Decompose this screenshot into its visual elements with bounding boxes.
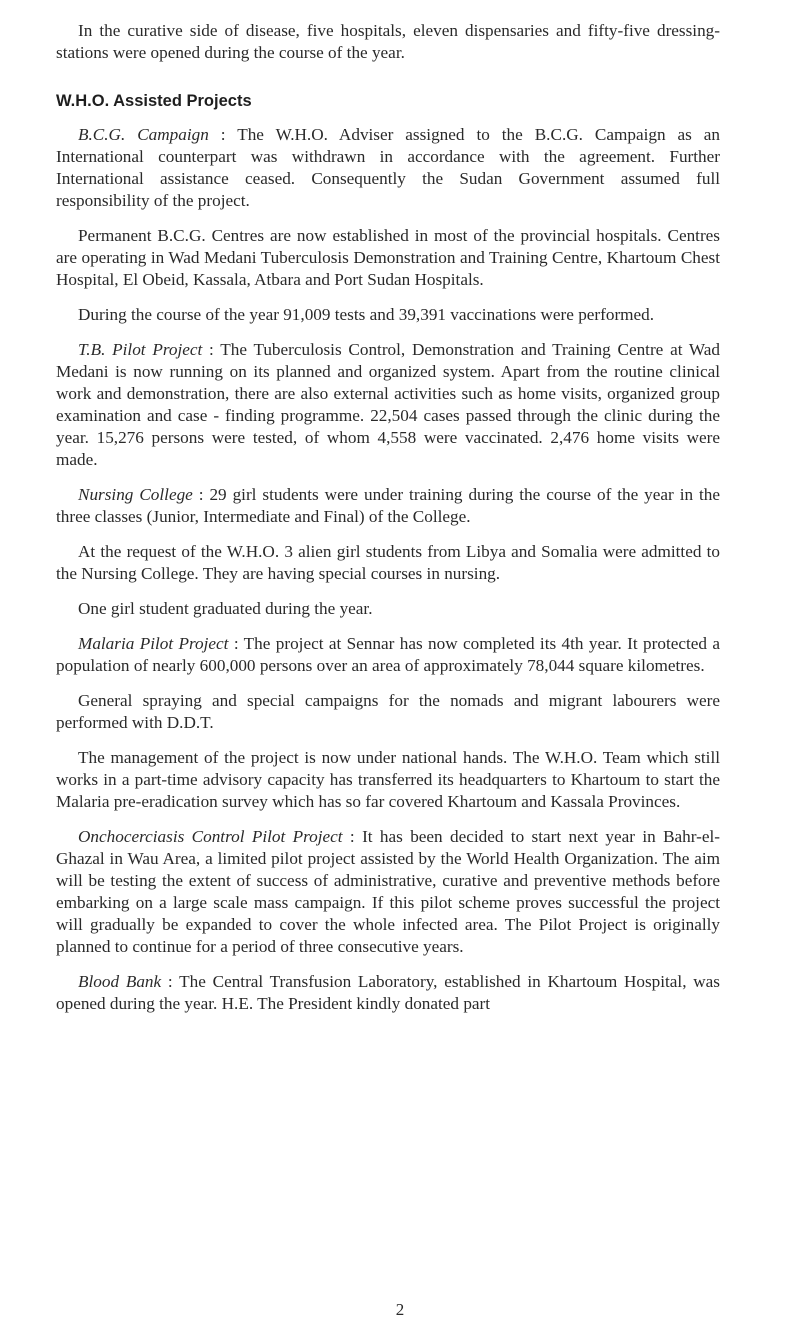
- oncho-text: : It has been decided to start next year in Bahr-el-Ghazal in Wau Area, a limited pilot project assisted by the World Health Organization. The aim will be testing the extent of success of administrative, curative and preventive methods before embarking on a large scale mass campaign. If this pilot scheme proves successful the project will gradually be expanded to cover the whole infected area. The Pilot Project is originally planned to continue for a period of three consecutive years.: [56, 827, 721, 956]
- malaria-spraying-paragraph: General spraying and special campaigns for the nomads and migrant labourers were performed with D.D.T.: [56, 691, 720, 732]
- blood-paragraph: [56, 971, 720, 1015]
- malaria-text: : The project at Sennar has now completed its 4th year. It protected a population of nearly 600,000 persons over an area of approximately 78,044 square kilometres.: [56, 634, 720, 675]
- nursing-text: : 29 girl students were under training during the course of the year in the three classes (Junior, Intermediate and Final) of the College.: [56, 485, 720, 526]
- malaria-paragraph: [56, 633, 720, 677]
- tb-lead: T.B. Pilot Project: [78, 340, 203, 359]
- blood-text: : The Central Transfusion Laboratory, established in Khartoum Hospital, was opened during the year. H.E. The President kindly donated part: [56, 972, 720, 1013]
- tb-paragraph: [56, 339, 720, 471]
- bcg-lead: B.C.G. Campaign: [78, 125, 209, 144]
- nursing-paragraph: [56, 484, 720, 528]
- bcg-tests-paragraph: During the course of the year 91,009 tests and 39,391 vaccinations were performed.: [78, 305, 655, 324]
- bcg-text: : The W.H.O. Adviser assigned to the B.C.G. Campaign as an International counterpart was withdrawn in accordance with the agreement. Further International assistance ceased. Consequently the Sudan Government assumed full responsibility of the project.: [56, 125, 720, 210]
- oncho-lead: Onchocerciasis Control Pilot Project: [78, 827, 343, 846]
- nursing-graduate-paragraph: One girl student graduated during the year.: [78, 599, 373, 618]
- blood-lead: Blood Bank: [78, 972, 162, 991]
- oncho-paragraph: [56, 826, 720, 958]
- section-heading: W.H.O. Assisted Projects: [56, 92, 252, 110]
- page-number: 2: [395, 1300, 405, 1319]
- nursing-lead: Nursing College: [78, 485, 193, 504]
- malaria-management-paragraph: The management of the project is now under national hands. The W.H.O. Team which still works in a part-time advisory capacity has transferred its headquarters to Khartoum to start the Malaria pre-eradication survey which has so far covered Khartoum and Kassala Provinces.: [56, 748, 720, 811]
- bcg-paragraph: [56, 124, 720, 212]
- tb-text: : The Tuberculosis Control, Demonstration and Training Centre at Wad Medani is now running on its planned and organized system. Apart from the routine clinical work and demonstration, there are also external activities such as home visits, organized group examination and case - finding programme. 22,504 cases passed through the clinic during the year. 15,276 persons were tested, of whom 4,558 were vaccinated. 2,476 home visits were made.: [56, 340, 721, 469]
- nursing-alien-paragraph: At the request of the W.H.O. 3 alien girl students from Libya and Somalia were admitted to the Nursing College. They are having special courses in nursing.: [56, 542, 720, 583]
- document-page: [56, 20, 720, 1028]
- intro-paragraph: In the curative side of disease, five hospitals, eleven dispensaries and fifty-five dressing-stations were opened during the course of the year.: [56, 21, 720, 62]
- bcg-centres-paragraph: Permanent B.C.G. Centres are now established in most of the provincial hospitals. Centres are operating in Wad Medani Tuberculosis Demonstration and Training Centre, Khartoum Chest Hospital, El Obeid, Kassala, Atbara and Port Sudan Hospitals.: [56, 226, 720, 289]
- malaria-lead: Malaria Pilot Project: [78, 634, 229, 653]
